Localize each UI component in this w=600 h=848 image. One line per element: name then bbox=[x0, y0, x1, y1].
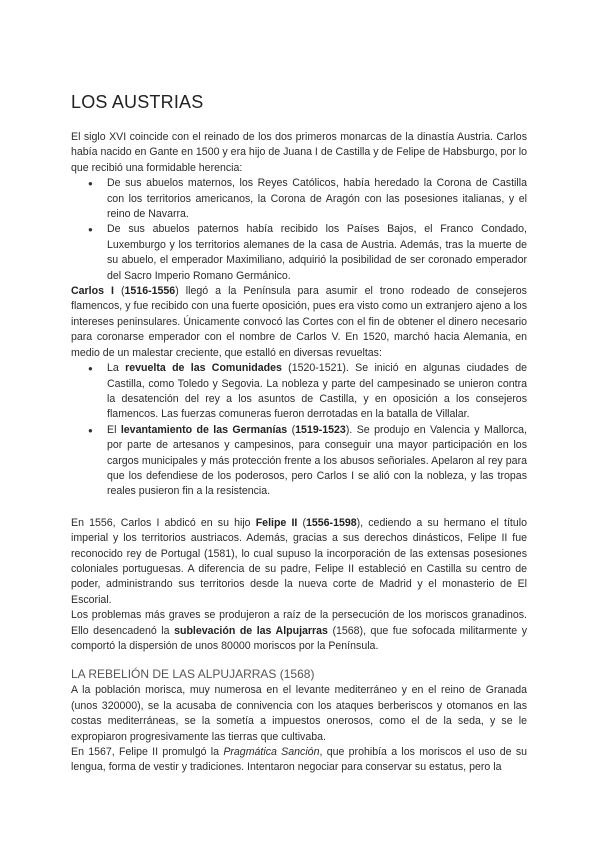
list-item bbox=[107, 176, 527, 222]
text-run: Los problemas más graves se produjeron a raíz de la persecución de los moriscos granadinos. Ello desencadenó la bbox=[71, 609, 527, 637]
text-run: (1568), que fue sofocada militarmente y comportó la dispersión de unos 80000 moriscos por la Península. bbox=[71, 624, 527, 652]
text-run: ( bbox=[287, 423, 296, 436]
bold-text: sublevación de las Alpujarras bbox=[174, 624, 328, 637]
text-run: (1520-1521). Se inició en algunas ciudades de Castilla, como Toledo y Segovia. La nobleza y parte del campesinado se unieron contra la desatención del rey a los asuntos de Castilla, y en oposición a los consejeros flamencos. Las fuerzas comuneras fueron derrotadas en la batalla de Villalar. bbox=[107, 362, 527, 421]
bold-text: Carlos I bbox=[71, 285, 114, 298]
text-run: En 1556, Carlos I abdicó en su hijo bbox=[71, 516, 256, 529]
italic-text: Pragmática Sanción bbox=[223, 746, 320, 759]
spacer bbox=[71, 500, 527, 516]
text-run: ( bbox=[113, 285, 125, 298]
text-run: ) llegó a la Península para asumir el trono rodeado de consejeros flamencos, y fue recibido con una fuerte oposición, pues era visto como un extranjero ajeno a los intereses peninsulares. Únicamente convocó las Cortes con el fin de obtener el dinero necesario para coronarse emperador con el nombre de Carlos V. En 1520, marchó hacia Alemania, en medio de un malestar creciente, que estalló en diversas revueltas: bbox=[71, 285, 527, 359]
document-body bbox=[71, 130, 527, 776]
page-title: LOS AUSTRIAS bbox=[71, 92, 204, 112]
list-item bbox=[107, 222, 527, 284]
text-run: ). Se produjo en Valencia y Mallorca, por parte de artesanos y campesinos, para conseguir una mayor participación en los cargos municipales y más protección frente a los abusos señoriales. Apelaron al rey para que los defendiese de los poderosos, pero Carlos I se alió con la nobleza, y las tropas reales pusieron fin a la resistencia. bbox=[107, 423, 527, 498]
bold-text: Felipe II bbox=[255, 516, 298, 529]
list-item bbox=[107, 361, 527, 423]
text-run: A la población morisca, muy numerosa en el levante mediterráneo y en el reino de Granada (unos 320000), se la acusaba de connivencia con los ataques berberiscos y otomanos en las costas mediterráneas, se la sometía a impuestos onerosos, como el de la seda, y se le expropiaron progresivamente las tierras que cultivaba. bbox=[71, 684, 527, 743]
text-run: El bbox=[107, 423, 121, 436]
text-run: La bbox=[107, 362, 126, 375]
bold-text: 1556-1598 bbox=[305, 516, 357, 529]
bold-text: 1516-1556 bbox=[124, 285, 176, 298]
moriscos-paragraph bbox=[71, 608, 527, 654]
carlos-paragraph bbox=[71, 284, 527, 361]
felipe-paragraph bbox=[71, 516, 527, 608]
text-run: De sus abuelos maternos, los Reyes Católicos, había heredado la Corona de Castilla con los territorios americanos, la Corona de Aragón con las posesiones italianas, y el reino de Navarra. bbox=[107, 177, 527, 221]
rebelion-paragraph-2 bbox=[71, 745, 527, 776]
text-run: ( bbox=[297, 516, 306, 529]
text-run: , que prohibía a los moriscos el uso de su lengua, forma de vestir y tradiciones. Intentaron negociar para conservar su estatus, pero la bbox=[71, 746, 528, 774]
bold-text: levantamiento de las Germanías bbox=[120, 423, 288, 436]
text-run: En 1567, Felipe II promulgó la bbox=[71, 746, 224, 759]
bold-text: revuelta de las Comunidades bbox=[125, 362, 282, 375]
list-item bbox=[107, 423, 527, 500]
revueltas-list bbox=[71, 361, 527, 500]
text-run: De sus abuelos paternos había recibido los Países Bajos, el Franco Condado, Luxemburgo y los territorios alemanes de la casa de Austria. Además, tras la muerte de su abuelo, el emperador Maximiliano, adquirió la posibilidad de ser coronado emperador del Sacro Imperio Romano Germánico. bbox=[107, 223, 527, 282]
bold-text: 1519-1523 bbox=[295, 423, 346, 436]
section-heading: LA REBELIÓN DE LAS ALPUJARRAS (1568) bbox=[71, 667, 315, 682]
text-run: ), cediendo a su hermano el título imperial y los territorios austriacos. Además, gracias a sus derechos dinásticos, Felipe II fue reconocido rey de Portugal (1581), lo cual supuso la incorporación de las extensas posesiones coloniales portuguesas. A diferencia de su padre, Felipe II estableció en Castilla su centro de poder, administrando sus territorios desde la nueva corte de Madrid y el monasterio de El Escorial. bbox=[71, 516, 527, 606]
inheritance-list bbox=[71, 176, 527, 284]
intro-paragraph bbox=[71, 130, 527, 176]
rebelion-paragraph-1 bbox=[71, 683, 527, 745]
text-run: El siglo XVI coincide con el reinado de los dos primeros monarcas de la dinastía Austria. Carlos había nacido en Gante en 1500 y era hijo de Juana I de Castilla y de Felipe de Habsburgo, por lo que recibió una formidable herencia: bbox=[71, 131, 527, 174]
